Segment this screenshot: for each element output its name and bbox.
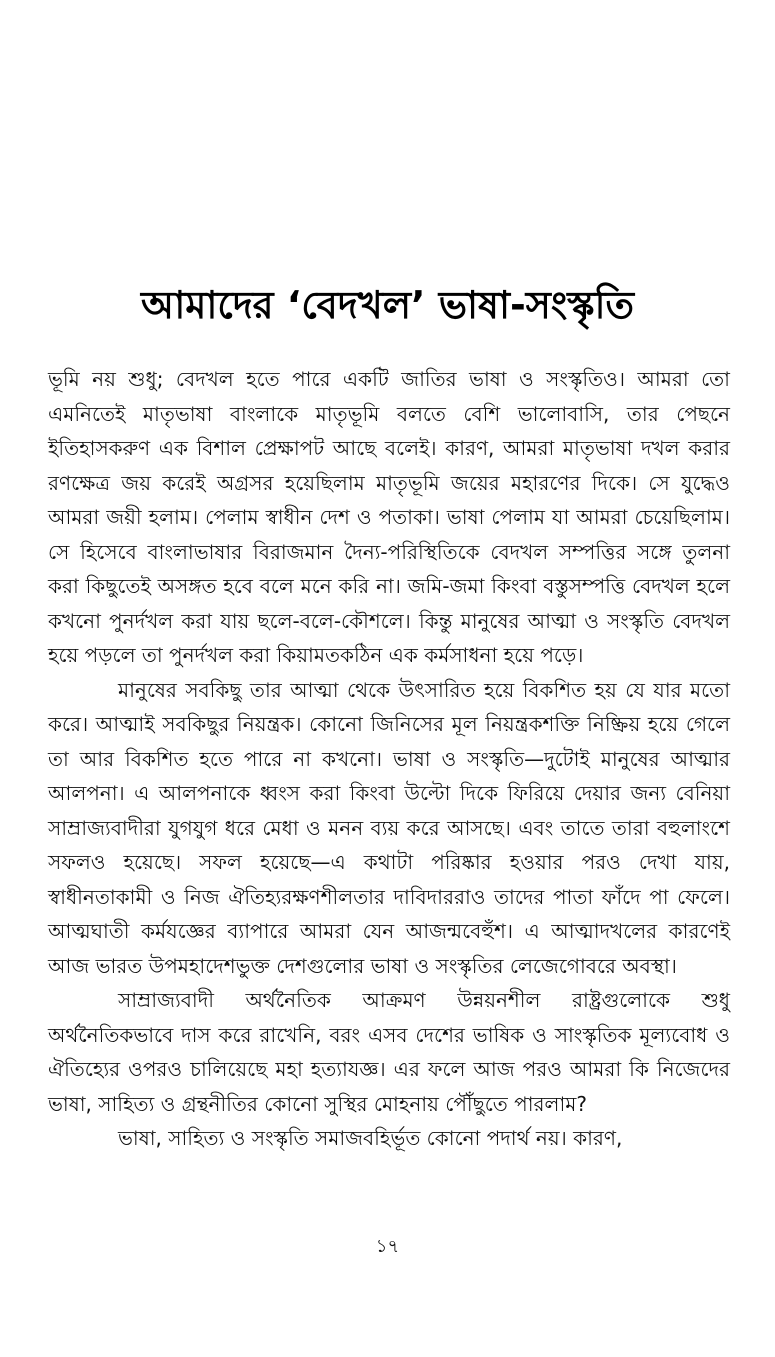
paragraph-3: সাম্রাজ্যবাদী অর্থনৈতিক আক্রমণ উন্নয়নশীল রাষ্ট্রগুলোকে শুধু অর্থনৈতিকভাবে দাস করে রাখেনি, বরং এসব দেশের ভাষিক ও সাংস্কৃতিক মূল্যবোধ ও ঐতিহ্যের ওপরও চালিয়েছে মহা হত্যাযজ্ঞ। এর ফলে আজ পরও আমরা কি নিজেদের ভাষা, সাহিত্য ও গ্রন্থনীতির কোনো সুস্থির মোহনায় পৌঁছুতে পারলাম?: [48, 988, 730, 1116]
paragraph-4: ভাষা, সাহিত্য ও সংস্কৃতি সমাজবহির্ভূত কোনো পদার্থ নয়। কারণ,: [118, 1126, 623, 1150]
chapter-body: [48, 362, 730, 1156]
paragraph-2: মানুষের সবকিছু তার আত্মা থেকে উৎসারিত হয়ে বিকশিত হয় যে যার মতো করে। আত্মাই সবকিছুর নিয়ন্ত্রক। কোনো জিনিসের মূল নিয়ন্ত্রকশক্তি নিষ্ক্রিয় হয়ে গেলে তা আর বিকশিত হতে পারে না কখনো। ভাষা ও সংস্কৃতি—দুটোই মানুষের আত্মার আলপনা। এ আলপনাকে ধ্বংস করা কিংবা উল্টো দিকে ফিরিয়ে দেয়ার জন্য বেনিয়া সাম্রাজ্যবাদীরা যুগযুগ ধরে মেধা ও মনন ব্যয় করে আসছে। এবং তাতে তারা বহুলাংশে সফলও হয়েছে। সফল হয়েছে—এ কথাটা পরিষ্কার হওয়ার পরও দেখা যায়, স্বাধীনতাকামী ও নিজ ঐতিহ্যরক্ষণশীলতার দাবিদাররাও তাদের পাতা ফাঁদে পা ফেলে। আত্মঘাতী কর্মযজ্ঞের ব্যাপারে আমরা যেন আজন্মবেহুঁশ। এ আত্মাদখলের কারণেই আজ ভারত উপমহাদেশভুক্ত দেশগুলোর ভাষা ও সংস্কৃতির লেজেগোবরে অবস্থা।: [48, 677, 730, 978]
paragraph-1: ভূমি নয় শুধু; বেদখল হতে পারে একটি জাতির ভাষা ও সংস্কৃতিও। আমরা তো এমনিতেই মাতৃভাষা বাংলাকে মাতৃভূমি বলতে বেশি ভালোবাসি, তার পেছনে ইতিহাসকরুণ এক বিশাল প্রেক্ষাপট আছে বলেই। কারণ, আমরা মাতৃভাষা দখল করার রণক্ষেত্র জয় করেই অগ্রসর হয়েছিলাম মাতৃভূমি জয়ের মহারণের দিকে। সে যুদ্ধেও আমরা জয়ী হলাম। পেলাম স্বাধীন দেশ ও পতাকা। ভাষা পেলাম যা আমরা চেয়েছিলাম। সে হিসেবে বাংলাভাষার বিরাজমান দৈন্য-পরিস্থিতিকে বেদখল সম্পত্তির সঙ্গে তুলনা করা কিছুতেই অসঙ্গত হবে বলে মনে করি না। জমি-জমা কিংবা বস্তুসম্পত্তি বেদখল হলে কখনো পুনর্দখল করা যায় ছলে-বলে-কৌশলে। কিন্তু মানুষের আত্মা ও সংস্কৃতি বেদখল হয়ে পড়লে তা পুনর্দখল করা কিয়ামতকঠিন এক কর্মসাধনা হয়ে পড়ে।: [48, 367, 730, 667]
page-number: ১৭: [375, 1236, 400, 1257]
chapter-title: আমাদের ‘বেদখল’ ভাষা-সংস্কৃতি: [140, 283, 634, 328]
